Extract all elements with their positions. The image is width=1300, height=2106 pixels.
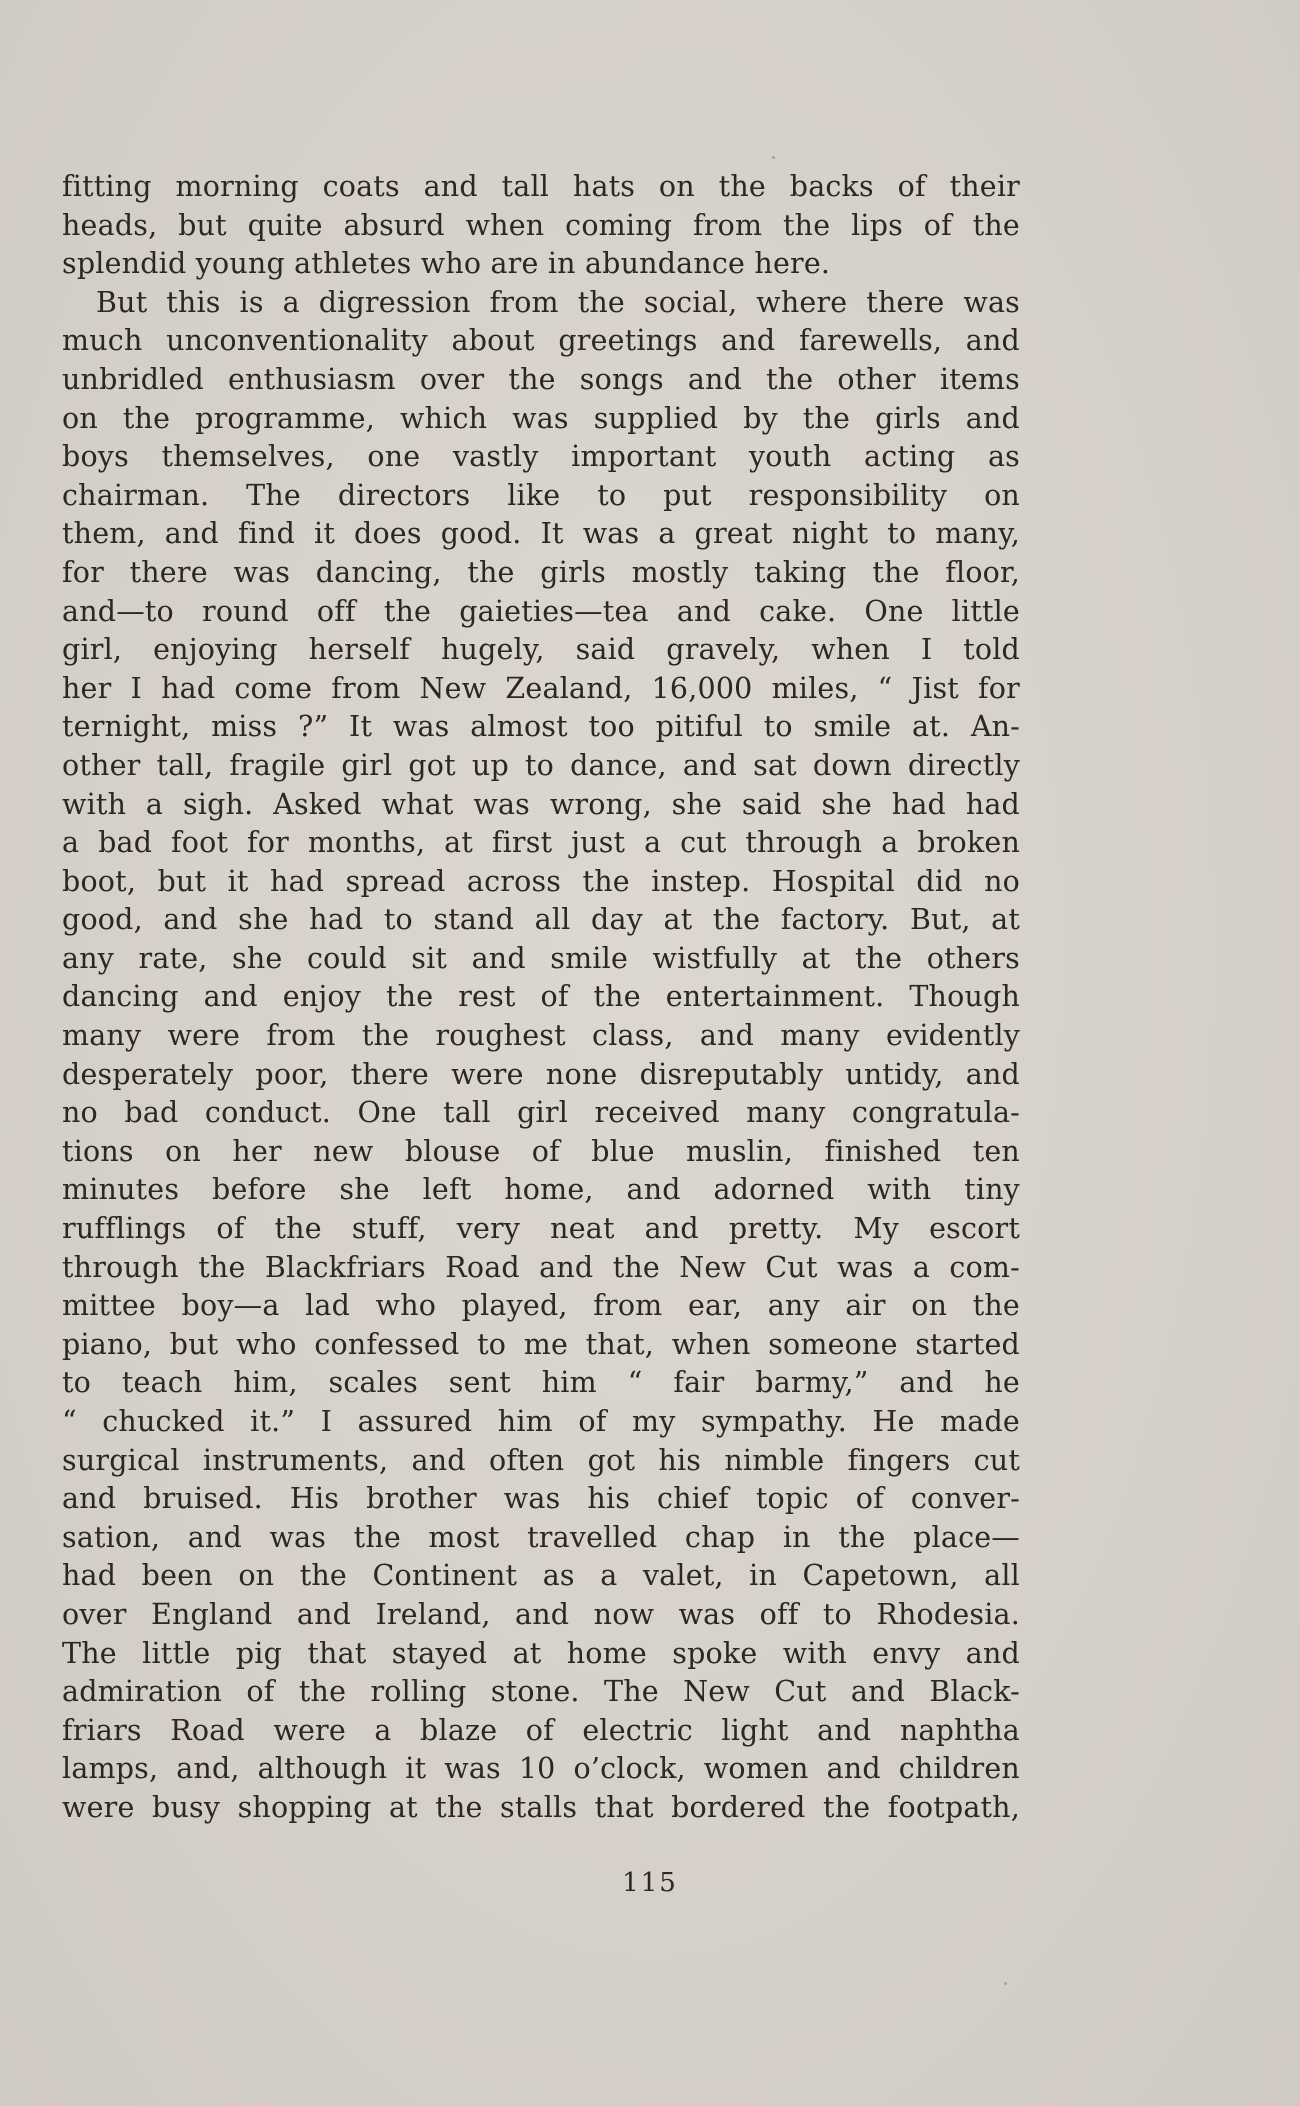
text-line: her I had come from New Zealand, 16,000 miles, “ Jist for: [62, 671, 1020, 705]
paper-speck: [1004, 1982, 1007, 1985]
text-line: lamps, and, although it was 10 o’clock, women and children: [62, 1752, 1020, 1786]
text-line: and—to round off the gaieties—tea and cake. One little: [62, 594, 1020, 628]
text-line: surgical instruments, and often got his nimble fingers cut: [62, 1443, 1020, 1477]
text-line: any rate, she could sit and smile wistfully at the others: [62, 941, 1020, 975]
text-line: other tall, fragile girl got up to dance, and sat down directly: [62, 748, 1020, 782]
body-text: [62, 168, 1020, 1828]
text-line: boot, but it had spread across the instep. Hospital did no: [62, 864, 1020, 898]
paragraph-start-line: But this is a digression from the social, where there was: [96, 285, 1020, 319]
text-line: sation, and was the most travelled chap in the place—: [62, 1520, 1020, 1554]
text-line: minutes before she left home, and adorned with tiny: [62, 1173, 1020, 1207]
text-line: good, and she had to stand all day at the factory. But, at: [62, 903, 1020, 937]
text-line: girl, enjoying herself hugely, said gravely, when I told: [62, 633, 1020, 667]
text-line: mittee boy—a lad who played, from ear, any air on the: [62, 1289, 1020, 1323]
text-line: rufflings of the stuff, very neat and pretty. My escort: [62, 1212, 1020, 1246]
text-line: boys themselves, one vastly important youth acting as: [62, 440, 1020, 474]
text-line: unbridled enthusiasm over the songs and the other items: [62, 362, 1020, 396]
page-number: 115: [622, 1868, 678, 1898]
text-line: chairman. The directors like to put responsibility on: [62, 478, 1020, 512]
text-line: splendid young athletes who are in abundance here.: [62, 247, 831, 281]
text-line: on the programme, which was supplied by the girls and: [62, 401, 1020, 435]
text-line: admiration of the rolling stone. The New Cut and Black-: [62, 1675, 1020, 1709]
text-line: dancing and enjoy the rest of the entertainment. Though: [62, 980, 1020, 1014]
text-line: no bad conduct. One tall girl received many congratula-: [62, 1096, 1020, 1130]
text-line: a bad foot for months, at first just a cut through a broken: [62, 826, 1020, 860]
text-line: friars Road were a blaze of electric light and naphtha: [62, 1713, 1020, 1747]
text-line: The little pig that stayed at home spoke with envy and: [62, 1636, 1020, 1670]
text-line: piano, but who confessed to me that, when someone started: [62, 1327, 1020, 1361]
text-line: and bruised. His brother was his chief topic of conver-: [62, 1482, 1020, 1516]
text-line: ternight, miss ?” It was almost too pitiful to smile at. An-: [62, 710, 1020, 744]
text-line: them, and find it does good. It was a great night to many,: [62, 517, 1020, 551]
text-line: tions on her new blouse of blue muslin, finished ten: [62, 1134, 1020, 1168]
text-line: through the Blackfriars Road and the New Cut was a com-: [62, 1250, 1020, 1284]
text-line: much unconventionality about greetings and farewells, and: [62, 324, 1020, 358]
text-line: over England and Ireland, and now was off to Rhodesia.: [62, 1597, 1020, 1631]
text-line: many were from the roughest class, and many evidently: [62, 1019, 1020, 1053]
text-line: with a sigh. Asked what was wrong, she said she had had: [62, 787, 1020, 821]
text-line: for there was dancing, the girls mostly taking the floor,: [62, 555, 1020, 589]
text-line: heads, but quite absurd when coming from the lips of the: [62, 208, 1020, 242]
text-line: were busy shopping at the stalls that bordered the footpath,: [62, 1790, 1020, 1824]
text-line: desperately poor, there were none disreputably untidy, and: [62, 1057, 1020, 1091]
text-line: had been on the Continent as a valet, in Capetown, all: [62, 1559, 1020, 1593]
text-line: fitting morning coats and tall hats on the backs of their: [62, 170, 1020, 203]
text-line: “ chucked it.” I assured him of my sympathy. He made: [62, 1405, 1020, 1438]
text-line: to teach him, scales sent him “ fair barmy,” and he: [62, 1366, 1020, 1400]
paper-speck: [772, 156, 775, 159]
